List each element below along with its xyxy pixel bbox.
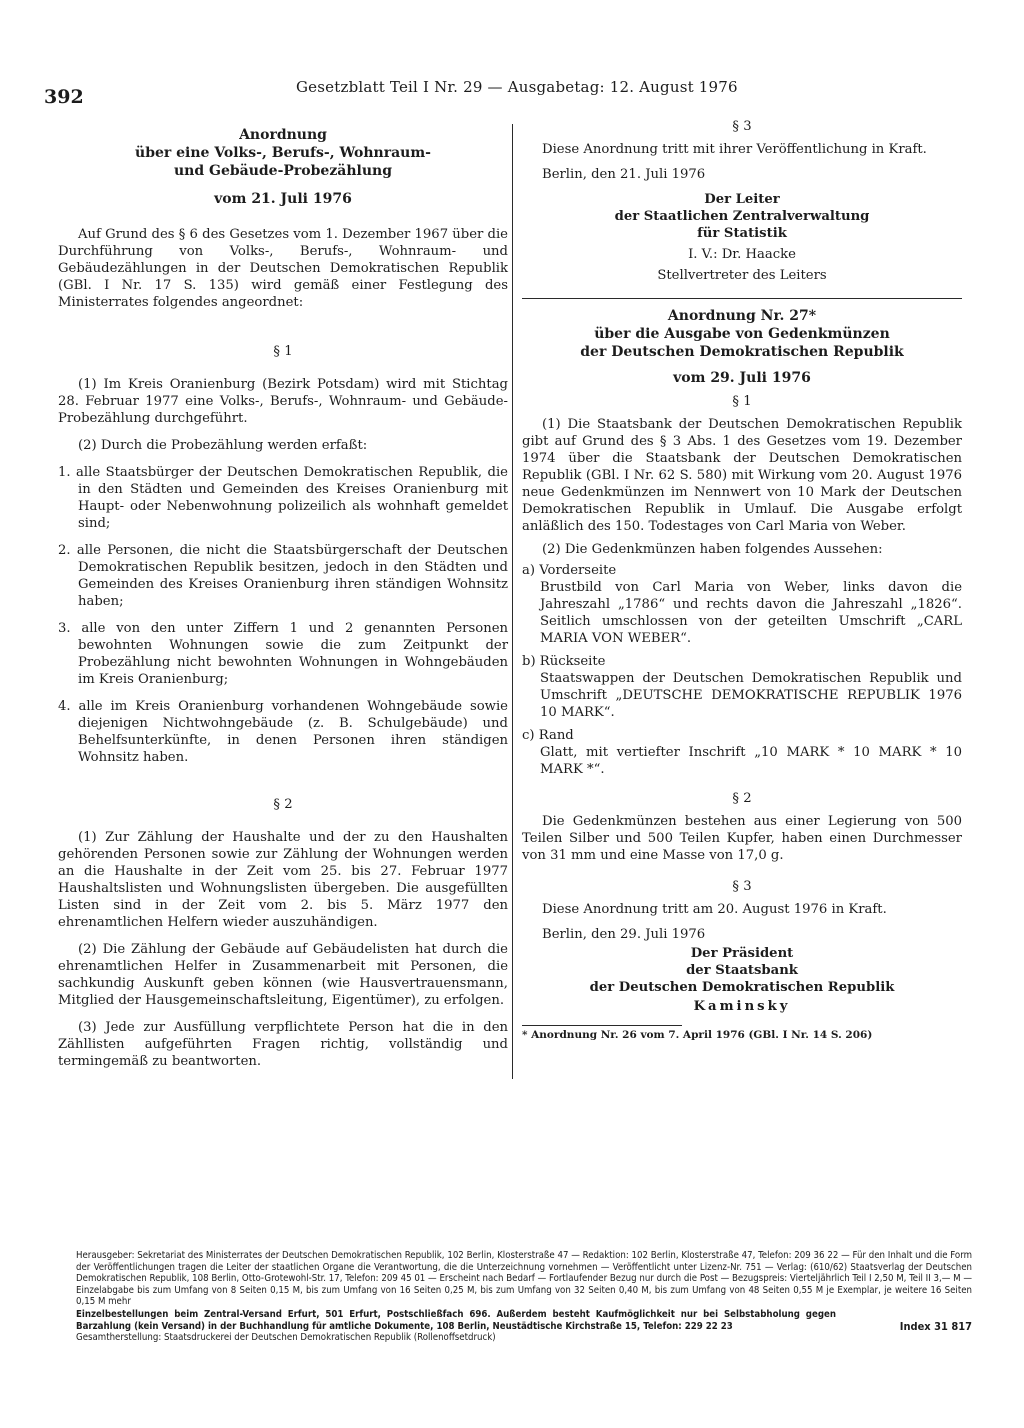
title-2-line-3: der Deutschen Demokratischen Republik (580, 344, 904, 360)
coin-edge-label: c) Rand (522, 728, 574, 743)
title-line-3: und Gebäude-Probezählung (173, 163, 393, 179)
imprint (76, 1250, 972, 1344)
signature-1-role: Stellvertreter des Leiters (657, 268, 827, 283)
signature-2-line-1: Der Präsident (690, 946, 794, 961)
footnote-rule (522, 1025, 682, 1026)
place-date-2: Berlin, den 29. Juli 1976 (542, 927, 706, 942)
section-1-heading: § 1 (273, 344, 293, 359)
signature-1-name: I. V.: Dr. Haacke (688, 247, 796, 262)
s3-text-a: Diese Anordnung tritt mit ihrer Veröffentlichung in Kraft. (542, 142, 927, 157)
coin-front-text: Brustbild von Carl Maria von Weber, links davon die Jahreszahl „1786“ und rechts davon die Jahreszahl „1826“. Seitlich umschlossen von der geteilten Umschrift „CARL MARIA VON WEBER“. (540, 580, 962, 646)
title-date: vom 21. Juli 1976 (214, 191, 352, 207)
coin-front-label: a) Vorderseite (522, 563, 617, 578)
separator-rule (522, 298, 962, 299)
title-line-2: über eine Volks-, Berufs-, Wohnraum- (135, 145, 431, 161)
b2-text: Die Gedenkmünzen bestehen aus einer Legierung von 500 Teilen Silber und 500 Teilen Kupfer, haben einen Durchmesser von 31 mm und eine Masse von 17,0 g. (522, 814, 962, 863)
footnote: * Anordnung Nr. 26 vom 7. April 1976 (GBl. I Nr. 14 S. 206) (522, 1029, 873, 1041)
title-2-line-2: über die Ausgabe von Gedenkmünzen (594, 326, 890, 342)
s1-paragraph-1: (1) Im Kreis Oranienburg (Bezirk Potsdam) wird mit Stichtag 28. Februar 1977 eine Volks-, Berufs-, Wohnraum- und Gebäude-Probezählung durchgeführt. (58, 377, 508, 426)
b1-paragraph-1: (1) Die Staatsbank der Deutschen Demokratischen Republik gibt auf Grund des § 3 Abs. 1 des Gesetzes vom 19. Dezember 1974 über die Staatsbank der Deutschen Demokratischen Republik (GBl. I Nr. 62 S. 580) mit Wirkung vom 20. August 1976 neue Gedenkmünzen im Nennwert von 10 Mark der Deutschen Demokratischen Republik in Umlauf. Die Ausgabe erfolgt anläßlich des 150. Todestages von Carl Maria von Weber. (522, 417, 962, 534)
right-column (522, 118, 962, 1042)
section-3-heading-a: § 3 (732, 119, 752, 134)
place-date-1: Berlin, den 21. Juli 1976 (542, 167, 706, 182)
b3-text: Diese Anordnung tritt am 20. August 1976 in Kraft. (542, 902, 887, 917)
signature-2-name: Kaminsky (693, 999, 791, 1014)
imprint-orders: Einzelbestellungen beim Zentral-Versand Erfurt, 501 Erfurt, Postschließfach 696. Außerdem besteht Kaufmöglichkeit nur bei Selbstabholung gegen Barzahlung (kein Versand) in der Buchhandlung für amtliche Dokumente, 108 Berlin, Neustädtische Kirchstraße 15, Telefon: 229 22 23 (76, 1308, 836, 1332)
b1-paragraph-2: (2) Die Gedenkmünzen haben folgendes Aussehen: (542, 542, 883, 557)
b-section-2-heading: § 2 (732, 791, 752, 806)
signature-2-line-3: der Deutschen Demokratischen Republik (589, 980, 895, 995)
s1-item-2: 2. alle Personen, die nicht die Staatsbürgerschaft der Deutschen Demokratischen Republik besitzen, jedoch in den Städten und Gemeinden des Kreises Oranienburg ihren ständigen Wohnsitz haben; (58, 543, 508, 609)
column-divider (512, 124, 513, 1079)
s1-item-1: 1. alle Staatsbürger der Deutschen Demokratischen Republik, die in den Städten und Gemeinden des Kreises Oranienburg mit Haupt- oder Nebenwohnung polizeilich als wohnhaft gemeldet sind; (58, 465, 508, 531)
coin-back-label: b) Rückseite (522, 654, 606, 669)
title-2-date: vom 29. Juli 1976 (673, 370, 811, 386)
index-number: Index 31 817 (899, 1319, 972, 1333)
title-2-line-1: Anordnung Nr. 27* (667, 308, 817, 324)
coin-edge-text: Glatt, mit vertiefter Inschrift „10 MARK * 10 MARK * 10 MARK *“. (540, 745, 962, 777)
imprint-printer: Gesamtherstellung: Staatsdruckerei der Deutschen Demokratischen Republik (Rollenoffsetdruck) (76, 1332, 496, 1344)
imprint-publisher: Herausgeber: Sekretariat des Ministerrates der Deutschen Demokratischen Republik, 102 Berlin, Klosterstraße 47 — Redaktion: 102 Berlin, Klosterstraße 47, Telefon: 209 36 22 — Für den Inhalt und die Form der Veröffentlichungen tragen die Leiter der staatlichen Organe die Verantwortung, die die Unterzeichnung vornehmen — Veröffentlicht unter Lizenz-Nr. 751 — Verlag: (610/62) Staatsverlag der Deutschen Demokratischen Republik, 108 Berlin, Otto-Grotewohl-Str. 17, Telefon: 209 45 01 — Erscheint nach Bedarf — Fortlaufender Bezug nur durch die Post — Bezugspreis: Vierteljährlich Teil I 2,50 M, Teil II 3,— M — Einzelabgabe bis zum Umfang von 8 Seiten 0,15 M, bis zum Umfang von 16 Seiten 0,25 M, bis zum Umfang von 32 Seiten 0,40 M, bis zum Umfang von 48 Seiten 0,55 M je Exemplar, je weitere 16 Seiten 0,15 M mehr (76, 1250, 972, 1308)
signature-1-line-3: für Statistik (697, 226, 787, 241)
b-section-1-heading: § 1 (732, 394, 752, 409)
s1-item-3: 3. alle von den unter Ziffern 1 und 2 genannten Personen bewohnten Wohnungen sowie die zum Zeitpunkt der Probezählung nicht bewohnten Wohnungen in Wohngebäuden im Kreis Oranienburg; (58, 621, 508, 687)
signature-1-line-1: Der Leiter (704, 192, 780, 207)
page-number: 392 (44, 86, 84, 108)
running-header: Gesetzblatt Teil I Nr. 29 — Ausgabetag: 12. August 1976 (296, 78, 738, 96)
left-column (58, 126, 508, 1070)
signature-1-line-2: der Staatlichen Zentralverwaltung (614, 209, 870, 224)
b-section-3-heading: § 3 (732, 879, 752, 894)
intro-paragraph: Auf Grund des § 6 des Gesetzes vom 1. Dezember 1967 über die Durchführung von Volks-, Berufs-, Wohnraum- und Gebäudezählungen in der Deutschen Demokratischen Republik (GBl. I Nr. 17 S. 135) wird gemäß einer Festlegung des Ministerrates folgendes angeordnet: (58, 227, 508, 310)
s2-paragraph-3: (3) Jede zur Ausfüllung verpflichtete Person hat die in den Zähllisten aufgeführten Fragen richtig, vollständig und termingemäß zu beantworten. (58, 1020, 508, 1069)
s1-paragraph-2: (2) Durch die Probezählung werden erfaßt: (78, 438, 368, 453)
s1-item-4: 4. alle im Kreis Oranienburg vorhandenen Wohngebäude sowie diejenigen Nichtwohngebäude (z. B. Schulgebäude) und Behelfsunterkünfte, in denen Personen ihren ständigen Wohnsitz haben. (58, 699, 508, 765)
section-2-heading: § 2 (273, 797, 293, 812)
title-line-1: Anordnung (239, 127, 327, 143)
coin-back-text: Staatswappen der Deutschen Demokratischen Republik und Umschrift „DEUTSCHE DEMOKRATISCHE REPUBLIK 1976 10 MARK“. (540, 671, 962, 720)
s2-paragraph-2: (2) Die Zählung der Gebäude auf Gebäudelisten hat durch die ehrenamtlichen Helfer in Zusammenarbeit mit Personen, die sachkundig Auskunft geben können (wie Hausvertrauensmann, Mitglied der Hausgemeinschaftsleitung, Eigentümer), zu erfolgen. (58, 942, 508, 1008)
s2-paragraph-1: (1) Zur Zählung der Haushalte und der zu den Haushalten gehörenden Personen sowie zur Zählung der Wohnungen werden an die Haushalte in der Zeit vom 25. bis 27. Februar 1977 Haushaltslisten und Wohnungslisten übergeben. Die ausgefüllten Listen sind in der Zeit vom 2. bis 5. März 1977 den ehrenamtlichen Helfern wieder auszuhändigen. (58, 830, 508, 930)
signature-2-line-2: der Staatsbank (686, 963, 798, 978)
